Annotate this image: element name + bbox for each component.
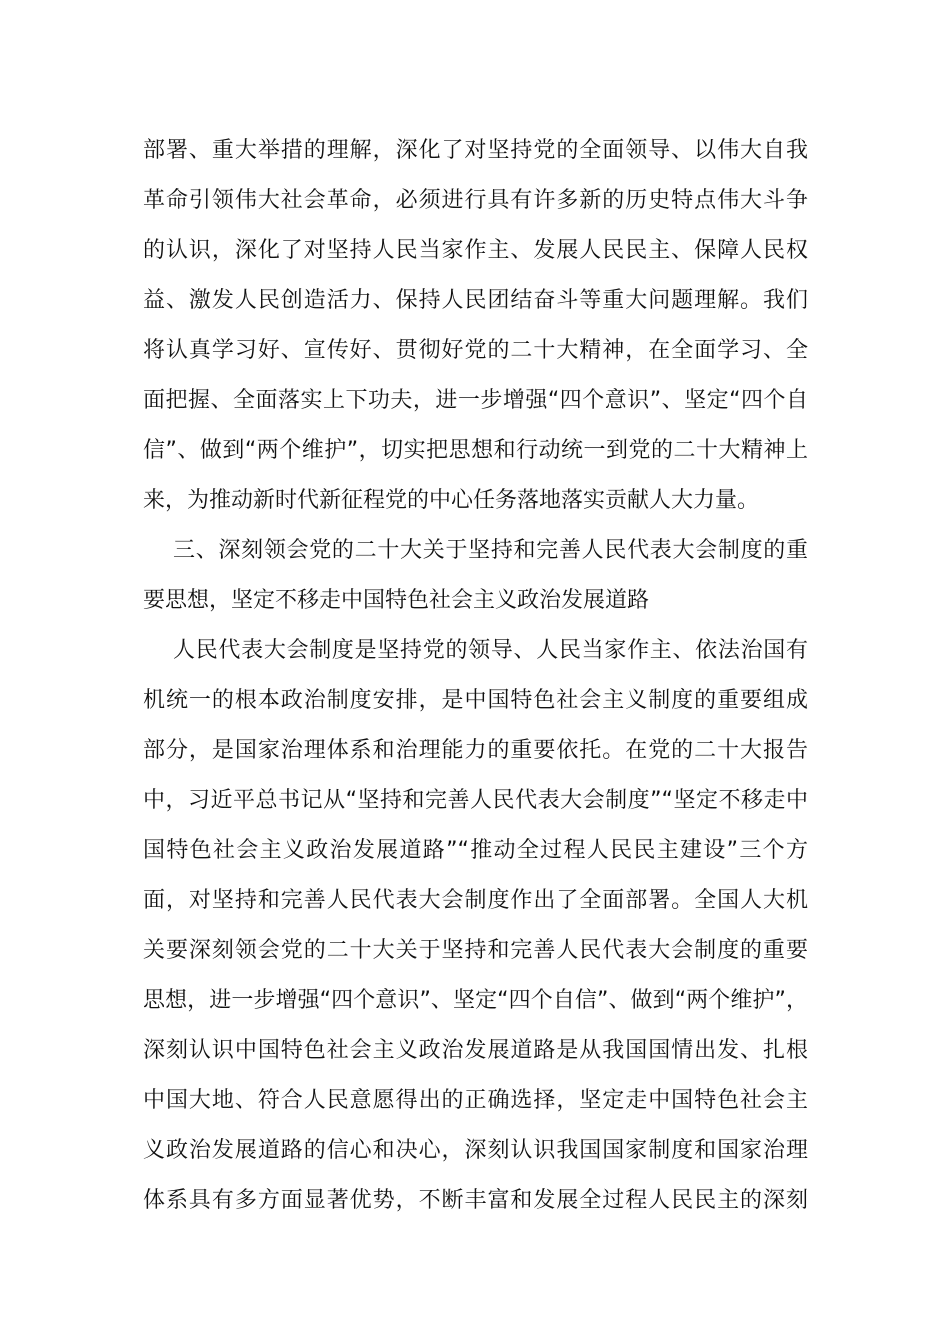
text-line: 来，为推动新时代新征程党的中心任务落地落实贡献人大力量。 (143, 488, 760, 513)
text-line: 将认真学习好、宣传好、贯彻好党的二十大精神，在全面学习、全 (143, 338, 808, 363)
text-line: 深刻认识中国特色社会主义政治发展道路是从我国国情出发、扎根 (143, 1038, 808, 1063)
text-line: 部分，是国家治理体系和治理能力的重要依托。在党的二十大报告 (143, 738, 808, 763)
section-heading-line: 三、深刻领会党的二十大关于坚持和完善人民代表大会制度的重 (173, 538, 808, 563)
text-line: 人民代表大会制度是坚持党的领导、人民当家作主、依法治国有 (173, 638, 808, 663)
text-line: 体系具有多方面显著优势，不断丰富和发展全过程人民民主的深刻 (143, 1188, 808, 1213)
text-line: 面把握、全面落实上下功夫，进一步增强“四个意识”、坚定“四个自 (143, 388, 808, 413)
text-line: 面，对坚持和完善人民代表大会制度作出了全面部署。全国人大机 (143, 888, 808, 913)
text-line: 中，习近平总书记从“坚持和完善人民代表大会制度”“坚定不移走中 (143, 788, 808, 813)
text-line: 益、激发人民创造活力、保持人民团结奋斗等重大问题理解。我们 (143, 288, 808, 313)
text-line: 中国大地、符合人民意愿得出的正确选择，坚定走中国特色社会主 (143, 1088, 808, 1113)
text-line: 关要深刻领会党的二十大关于坚持和完善人民代表大会制度的重要 (143, 938, 808, 963)
text-line: 义政治发展道路的信心和决心，深刻认识我国国家制度和国家治理 (143, 1138, 808, 1163)
text-line: 革命引领伟大社会革命，必须进行具有许多新的历史特点伟大斗争 (143, 188, 808, 213)
text-line: 的认识，深化了对坚持人民当家作主、发展人民民主、保障人民权 (143, 238, 808, 263)
body-text (143, 126, 808, 1226)
text-line: 部署、重大举措的理解，深化了对坚持党的全面领导、以伟大自我 (143, 138, 808, 163)
text-line: 思想，进一步增强“四个意识”、坚定“四个自信”、做到“两个维护”， (143, 988, 808, 1013)
section-heading-line: 要思想，坚定不移走中国特色社会主义政治发展道路 (143, 588, 650, 613)
text-line: 国特色社会主义政治发展道路”“推动全过程人民民主建设”三个方 (143, 838, 808, 863)
text-line: 机统一的根本政治制度安排，是中国特色社会主义制度的重要组成 (143, 688, 808, 713)
text-line: 信”、做到“两个维护”，切实把思想和行动统一到党的二十大精神上 (143, 438, 808, 463)
